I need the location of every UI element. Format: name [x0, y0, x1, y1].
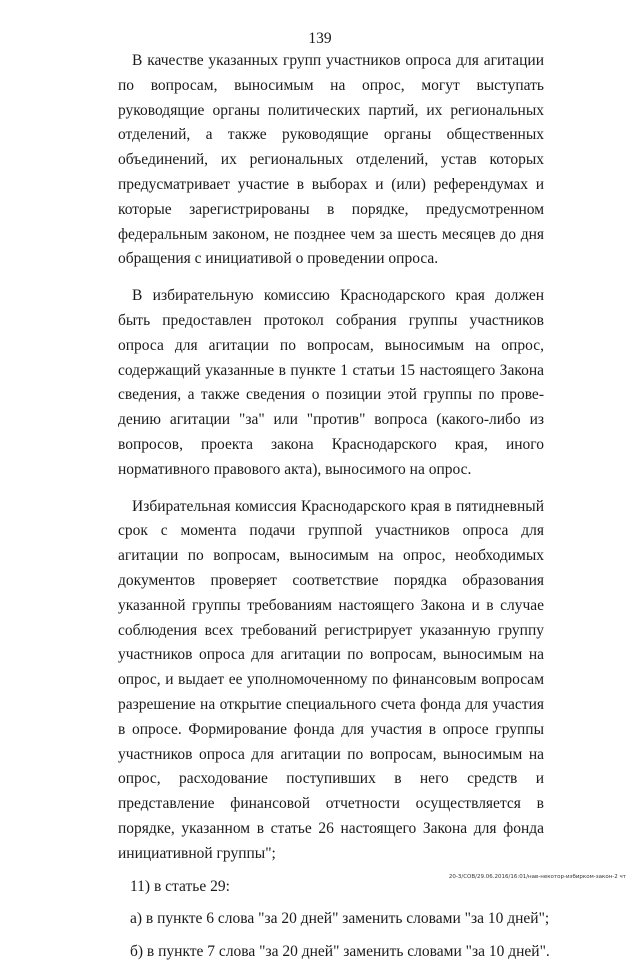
document-body: [118, 49, 550, 965]
paragraph-voting-groups: В качестве указанных групп участников опроса для агитации по вопросам, выносимым на опрос, могут выступать руководящие органы политических партий, их региональных отделений, а также руководящие органы общественных объединений, их региональных отделений, устав которых предусматривает участие в выборах и (или) референдумах и которые зарегистрированы в порядке, предусмотренном федеральным законом, не позднее чем за шесть месяцев до дня обращения с инициативой о проведении опроса.: [118, 52, 544, 268]
amendment-item-b: б) в пункте 7 слова "за 20 дней" заменить словами "за 10 дней".: [130, 943, 550, 961]
page-number: 139: [308, 30, 332, 47]
footer-document-code: 20-3/СОВ/29.06.2016/16:01/нав-некотор-избирком-закон-2 чт: [448, 874, 626, 880]
paragraph-protocol: В избирательную комиссию Краснодарского края должен быть предоставлен протокол собрания группы участников опроса для агитации по вопросам, выносимым на опрос, содержащий указанные в пункте 1 статьи 15 настоящего Закона сведения, а также сведения о позиции этой группы по проведению агитации "за" или "против" вопроса (какого-либо из вопросов, проекта закона Краснодарского края, иного нормативного правового акта), выносимого на опрос.: [118, 287, 544, 478]
amendment-item-article-29: 11) в статье 29:: [130, 877, 230, 895]
amendment-item-a: а) в пункте 6 слова "за 20 дней" заменить словами "за 10 дней";: [130, 910, 550, 928]
paragraph-registration: Избирательная комиссия Краснодарского края в пятидневный срок с момента подачи группой участников опроса для агитации по вопросам, выносимым на опрос, необходимых документов проверяет соответствие порядка образования указанной группы требованиям настоящего Закона и в случае соблюдения всех требований регистрирует указанную группу участников опроса для агитации по вопросам, выносимым на опрос, и выдает ее уполномоченному по финансовым вопросам разрешение на открытие специального счета фонда для участия в опросе. Формирование фонда для участия в опросе группы участников опроса для агитации по вопросам, выносимым на опрос, расходование поступивших в него средств и представление финансовой отчетности осуществляется в порядке, указанном в статье 26 настоящего Закона для фонда инициативной группы";: [118, 497, 544, 862]
